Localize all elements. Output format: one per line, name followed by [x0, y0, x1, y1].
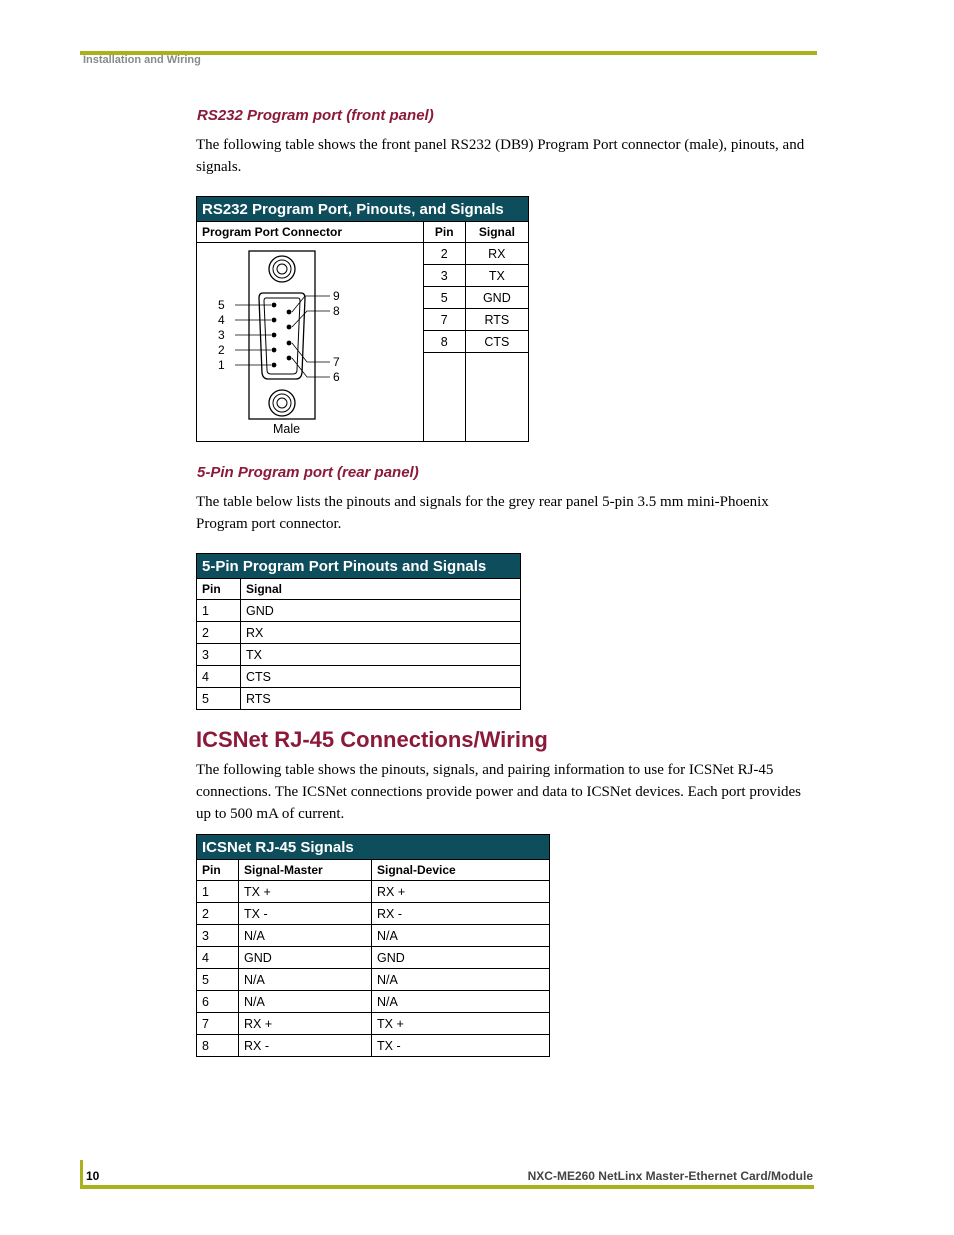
db9-pin-label: 5 — [218, 298, 225, 312]
device-signal-cell: TX + — [372, 1013, 550, 1035]
rs232-pin-signal-list — [424, 243, 528, 441]
db9-connector-diagram — [197, 243, 422, 443]
footer-tick — [80, 1160, 83, 1188]
footer-document-title: NXC-ME260 NetLinx Master-Ethernet Card/Module — [527, 1169, 813, 1183]
pin-cell: 3 — [197, 925, 239, 947]
signal-cell: CTS — [241, 666, 521, 688]
master-signal-cell: GND — [239, 947, 372, 969]
table-row — [197, 666, 521, 688]
icsnet-intro: The following table shows the pinouts, signals, and pairing information to use for ICSNet RJ-45 connections. The ICSNet connections provide power and data to ICSNet devices. Each port provides up to 500 mA of current. — [196, 762, 801, 822]
table-row — [197, 903, 550, 925]
master-signal-cell: TX - — [239, 903, 372, 925]
pin-cell: 2 — [197, 622, 241, 644]
db9-pin-label: 1 — [218, 358, 225, 372]
rs232-header-connector: Program Port Connector — [197, 222, 424, 243]
device-signal-cell: TX - — [372, 1035, 550, 1057]
icsnet-table — [196, 834, 550, 1057]
footer-rule — [80, 1185, 814, 1189]
table-row — [424, 265, 528, 287]
rs232-table — [196, 196, 529, 442]
pin-cell: 5 — [197, 969, 239, 991]
table-row-filler — [424, 353, 528, 442]
db9-pin-label: 8 — [333, 304, 340, 318]
db9-pin-label: 6 — [333, 370, 340, 384]
icsnet-header-pin: Pin — [197, 860, 239, 881]
table-row — [424, 243, 528, 265]
pin-cell: 1 — [197, 881, 239, 903]
db9-pin-label: 2 — [218, 343, 225, 357]
master-signal-cell: N/A — [239, 969, 372, 991]
fivepin-intro: The table below lists the pinouts and signals for the grey rear panel 5-pin 3.5 mm mini-Phoenix Program port connector. — [196, 494, 769, 532]
pin-cell: 2 — [197, 903, 239, 925]
master-signal-cell: N/A — [239, 991, 372, 1013]
rs232-pin-signal-cell — [423, 243, 528, 442]
pin-cell: 3 — [197, 644, 241, 666]
table-row — [197, 969, 550, 991]
icsnet-heading: ICSNet RJ-45 Connections/Wiring — [196, 727, 548, 752]
table-row — [197, 947, 550, 969]
rs232-pin: 3 — [424, 265, 466, 287]
table-row — [197, 925, 550, 947]
master-signal-cell: N/A — [239, 925, 372, 947]
device-signal-cell: N/A — [372, 925, 550, 947]
icsnet-table-caption: ICSNet RJ-45 Signals — [197, 835, 550, 860]
rs232-header-signal: Signal — [465, 222, 528, 243]
db9-pin-label: 3 — [218, 328, 225, 342]
fivepin-table-caption: 5-Pin Program Port Pinouts and Signals — [197, 554, 521, 579]
table-row — [197, 622, 521, 644]
signal-cell: RTS — [241, 688, 521, 710]
rs232-signal: RTS — [465, 309, 528, 331]
rs232-heading: RS232 Program port (front panel) — [197, 107, 434, 124]
db9-diagram-cell — [197, 243, 424, 442]
pin-cell: 8 — [197, 1035, 239, 1057]
rs232-signal: RX — [465, 243, 528, 265]
device-signal-cell: GND — [372, 947, 550, 969]
fivepin-heading: 5-Pin Program port (rear panel) — [197, 464, 419, 481]
icsnet-header-master: Signal-Master — [239, 860, 372, 881]
rs232-pin: 8 — [424, 331, 466, 353]
pin-cell: 7 — [197, 1013, 239, 1035]
table-row — [197, 991, 550, 1013]
table-row — [197, 600, 521, 622]
pin-cell: 1 — [197, 600, 241, 622]
signal-cell: RX — [241, 622, 521, 644]
rs232-signal: CTS — [465, 331, 528, 353]
signal-cell: GND — [241, 600, 521, 622]
page-number: 10 — [86, 1169, 100, 1183]
running-title: Installation and Wiring — [83, 54, 201, 66]
table-row — [197, 688, 521, 710]
rs232-intro: The following table shows the front panel RS232 (DB9) Program Port connector (male), pinouts, and signals. — [196, 137, 805, 175]
table-row — [197, 881, 550, 903]
pin-cell: 6 — [197, 991, 239, 1013]
db9-pin-label: 4 — [218, 313, 225, 327]
table-row — [424, 331, 528, 353]
pin-cell: 5 — [197, 688, 241, 710]
db9-pin-label: 7 — [333, 355, 340, 369]
rs232-pin: 7 — [424, 309, 466, 331]
table-row — [197, 1013, 550, 1035]
icsnet-header-device: Signal-Device — [372, 860, 550, 881]
rs232-pin: 2 — [424, 243, 466, 265]
signal-cell: TX — [241, 644, 521, 666]
fivepin-header-pin: Pin — [197, 579, 241, 600]
device-signal-cell: RX + — [372, 881, 550, 903]
db9-pin-label: 9 — [333, 289, 340, 303]
rs232-signal: GND — [465, 287, 528, 309]
rs232-header-pin: Pin — [423, 222, 465, 243]
master-signal-cell: RX - — [239, 1035, 372, 1057]
device-signal-cell: N/A — [372, 969, 550, 991]
fivepin-header-signal: Signal — [241, 579, 521, 600]
table-row — [424, 287, 528, 309]
fivepin-table — [196, 553, 521, 710]
rs232-table-caption: RS232 Program Port, Pinouts, and Signals — [197, 197, 529, 222]
device-signal-cell: N/A — [372, 991, 550, 1013]
table-row — [424, 309, 528, 331]
rs232-signal: TX — [465, 265, 528, 287]
pin-cell: 4 — [197, 947, 239, 969]
pin-cell: 4 — [197, 666, 241, 688]
device-signal-cell: RX - — [372, 903, 550, 925]
rs232-pin: 5 — [424, 287, 466, 309]
table-row — [197, 644, 521, 666]
master-signal-cell: TX + — [239, 881, 372, 903]
master-signal-cell: RX + — [239, 1013, 372, 1035]
table-row — [197, 1035, 550, 1057]
db9-gender-label: Male — [273, 422, 301, 436]
